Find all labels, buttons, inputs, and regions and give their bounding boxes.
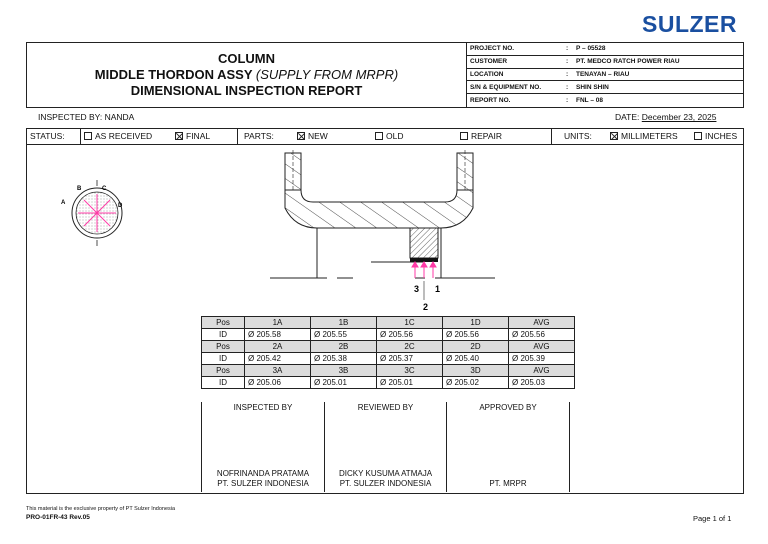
measurements-table <box>201 316 575 389</box>
inner-diameter-row <box>202 329 575 341</box>
approver-signature: PT. MRPR <box>489 479 527 488</box>
inner-diameter-row <box>202 353 575 365</box>
as-received-option[interactable]: AS RECEIVED <box>84 131 152 141</box>
project-info-table <box>466 43 744 107</box>
id-label: ID <box>202 329 245 341</box>
pos-label: Pos <box>202 317 245 329</box>
form-number: PRO-01FR-43 Rev.05 <box>26 514 90 521</box>
position-2-label: 2 <box>423 302 429 312</box>
info-value: SHIN SHIN <box>576 83 609 91</box>
info-colon: : <box>566 83 569 91</box>
project-info-row <box>467 43 744 56</box>
info-value: PT. MEDCO RATCH POWER RIAU <box>576 58 680 66</box>
info-key: CUSTOMER <box>470 58 508 66</box>
label-d: D <box>118 203 123 209</box>
position-row <box>202 341 575 353</box>
project-info-row <box>467 81 744 94</box>
position-1-label: 1 <box>435 284 441 294</box>
diameter-cell: Ø 205.58 <box>245 329 311 341</box>
page-number: Page 1 of 1 <box>693 514 732 523</box>
diameter-cell: Ø 205.40 <box>443 353 509 365</box>
diameter-cell: Ø 205.56 <box>443 329 509 341</box>
diameter-cell: Ø 205.01 <box>311 377 377 389</box>
info-key: PROJECT NO. <box>470 45 515 53</box>
position-cell: 1D <box>443 317 509 329</box>
position-row <box>202 365 575 377</box>
new-option[interactable]: NEW <box>297 131 328 141</box>
title-line-1: COLUMN <box>217 51 276 66</box>
millimeters-checkbox[interactable] <box>610 132 618 140</box>
label-c: C <box>102 186 107 192</box>
pos-label: Pos <box>202 365 245 377</box>
diameter-cell: Ø 205.39 <box>509 353 575 365</box>
position-cell: 3B <box>311 365 377 377</box>
new-checkbox[interactable] <box>297 132 305 140</box>
info-key: LOCATION <box>470 70 504 78</box>
report-title <box>27 43 466 107</box>
label-b: B <box>77 186 82 192</box>
inches-checkbox[interactable] <box>694 132 702 140</box>
info-value: P – 05528 <box>576 45 606 53</box>
position-cell: AVG <box>509 341 575 353</box>
cross-section-drawing <box>265 150 505 315</box>
position-cell: 1A <box>245 317 311 329</box>
title-line-3: DIMENSIONAL INSPECTION REPORT <box>130 83 363 98</box>
info-value: FNL – 08 <box>576 97 603 105</box>
diameter-cell: Ø 205.56 <box>509 329 575 341</box>
position-cell: 2B <box>311 341 377 353</box>
reviewer-signature: DICKY KUSUMA ATMAJA PT. SULZER INDONESIA <box>338 469 433 488</box>
position-cell: 3C <box>377 365 443 377</box>
position-cell: 2C <box>377 341 443 353</box>
final-checkbox[interactable] <box>175 132 183 140</box>
position-cell: AVG <box>509 365 575 377</box>
report-date: DATE: December 23, 2025 <box>615 112 717 122</box>
diameter-cell: Ø 205.55 <box>311 329 377 341</box>
project-info-row <box>467 94 744 107</box>
reviewed-by-heading: REVIEWED BY <box>357 403 414 412</box>
project-info-row <box>467 69 744 82</box>
diameter-cell: Ø 205.38 <box>311 353 377 365</box>
old-option[interactable]: OLD <box>375 131 403 141</box>
info-colon: : <box>566 97 569 105</box>
label-a: A <box>61 200 66 206</box>
inches-option[interactable]: INCHES <box>694 131 737 141</box>
position-arrows <box>412 262 436 278</box>
diameter-cell: Ø 205.02 <box>443 377 509 389</box>
parts-label: PARTS: <box>244 131 274 141</box>
signature-block <box>201 402 570 492</box>
old-checkbox[interactable] <box>375 132 383 140</box>
millimeters-option[interactable]: MILLIMETERS <box>610 131 678 141</box>
id-label: ID <box>202 353 245 365</box>
project-info-row <box>467 56 744 69</box>
inner-diameter-row <box>202 377 575 389</box>
pos-label: Pos <box>202 341 245 353</box>
approved-by-heading: APPROVED BY <box>479 403 537 412</box>
position-cell: 1B <box>311 317 377 329</box>
info-key: REPORT NO. <box>470 97 511 105</box>
measurement-positions-diagram <box>55 180 145 252</box>
title-line-2: MIDDLE THORDON ASSY (SUPPLY FROM MRPR) <box>94 67 399 82</box>
reviewed-by-column <box>325 402 446 492</box>
status-bar <box>26 128 744 145</box>
units-label: UNITS: <box>564 131 592 141</box>
position-3-label: 3 <box>414 284 420 294</box>
diameter-cell: Ø 205.56 <box>377 329 443 341</box>
position-cell: 2A <box>245 341 311 353</box>
sulzer-logo: SULZER <box>642 11 737 37</box>
position-cell: 3A <box>245 365 311 377</box>
info-colon: : <box>566 70 569 78</box>
as-received-checkbox[interactable] <box>84 132 92 140</box>
repair-checkbox[interactable] <box>460 132 468 140</box>
inspected-by-label: INSPECTED BY: NANDA <box>38 112 135 122</box>
repair-option[interactable]: REPAIR <box>460 131 502 141</box>
inspector-signature: NOFRINANDA PRATAMA PT. SULZER INDONESIA <box>216 469 310 488</box>
position-cell: AVG <box>509 317 575 329</box>
diameter-cell: Ø 205.01 <box>377 377 443 389</box>
position-cell: 1C <box>377 317 443 329</box>
approved-by-column <box>447 402 569 492</box>
property-notice: This material is the exclusive property of PT Sulzer Indonesia <box>26 506 176 512</box>
diameter-cell: Ø 205.06 <box>245 377 311 389</box>
position-row <box>202 317 575 329</box>
position-cell: 2D <box>443 341 509 353</box>
diameter-cell: Ø 205.03 <box>509 377 575 389</box>
diameter-cell: Ø 205.42 <box>245 353 311 365</box>
info-key: S/N & EQUIPMENT NO. <box>470 83 542 91</box>
status-label: STATUS: <box>30 131 65 141</box>
info-colon: : <box>566 45 569 53</box>
info-colon: : <box>566 58 569 66</box>
position-cell: 3D <box>443 365 509 377</box>
final-option[interactable]: FINAL <box>175 131 210 141</box>
inspected-by-heading: INSPECTED BY <box>233 403 293 412</box>
diameter-cell: Ø 205.37 <box>377 353 443 365</box>
info-value: TENAYAN – RIAU <box>576 70 630 78</box>
inspected-by-column <box>202 402 324 492</box>
id-label: ID <box>202 377 245 389</box>
